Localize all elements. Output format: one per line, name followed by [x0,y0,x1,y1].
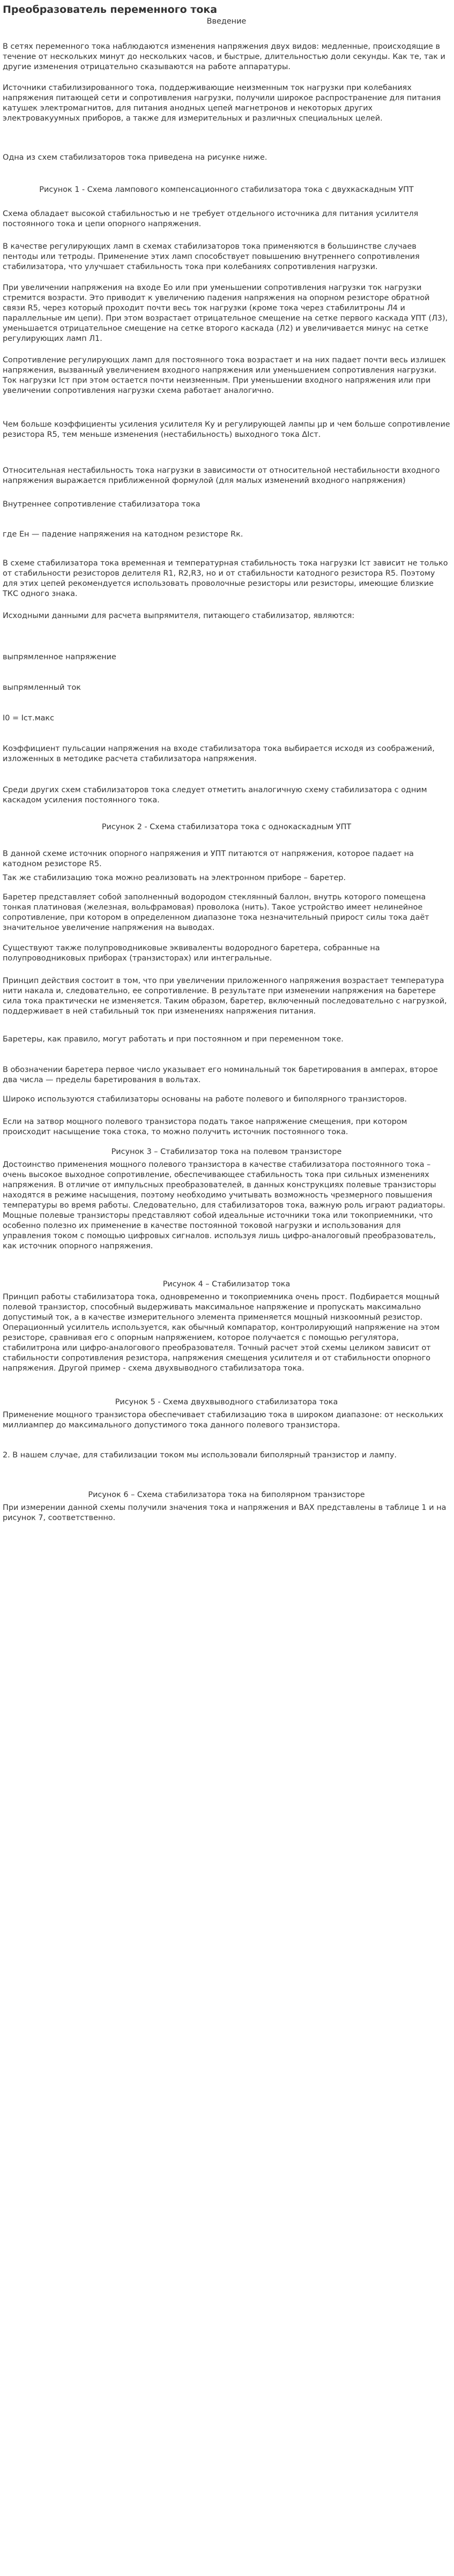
caption: Рисунок 6 – Схема стабилизатора тока на биполярном транзисторе [88,1491,365,1499]
caption: Рисунок 2 - Схема стабилизатора тока с однокаскадным УПТ [101,823,352,831]
paragraph: Достоинство применения мощного полевого транзистора в качестве стабилизатора постоянного тока – очень высокое выходное сопротивление, обеспечивающее стабильность тока при сильных изменениях напряжения. В отличие от импульсных преобразователей, в данных конструкциях полевые транзисторы находятся в режиме насыщения, поэтому необходимо учитывать возможность чрезмерного повышения температуры во время работы. Следовательно, для стабилизаторов тока, важную роль играют радиаторы. Мощные полевые транзисторы представляют собой идеальные источники тока или токоприемники, что особенно полезно их применение в качестве постоянной токовой нагрузки и использования для управления током с помощью цифровых сигналов. используя лишь цифро-аналоговый преобразователь, как источник опорного напряжения. [3,1160,445,1250]
paragraph: Существуют также полупроводниковые эквиваленты водородного баретера, собранные на полупроводниковых приборах (транзисторах) или интегральные. [3,944,380,963]
paragraph: В схеме стабилизатора тока временная и температурная стабильность тока нагрузки Iст зависит не только от стабильности резисторов делителя R1, R2,R3, но и от стабильности катодного резистора R5. Поэтому для этих цепей рекомендуется использовать проволочные резисторы или резисторы, имеющие близкие ТКС одного знака. [3,559,448,598]
paragraph: Принцип работы стабилизатора тока, одновременно и токоприемника очень прост. Подбирается мощный полевой транзистор, способный выдерживать максимальное напряжение и пропускать максимально допустимый ток, а в качестве измерительного элемента применяется мощный низкоомный резистор. Операционный усилитель используется, как обычный компаратор, контролирующий напряжение на этом резисторе, сравнивая его с опорным напряжением, которое получается с помощью регулятора, стабилитрона или цифро-аналогового преобразователя. Точный расчет этой схемы целиком зависит от стабильности сопротивления резистора, напряжения смещения усилителя и от стабильности опорного напряжения. Другой пример - схема двухвыводного стабилизатора тока. [3,1293,440,1373]
paragraph: Применение мощного транзистора обеспечивает стабилизацию тока в широком диапазоне: от нескольких миллиампер до максимального допустимого тока данного полевого транзистора. [3,1411,443,1430]
paragraph: Сопротивление регулирующих ламп для постоянного тока возрастает и на них падает почти весь излишек напряжения, вызванный увеличением входного напряжения или уменьшением сопротивления нагрузки. Ток нагрузки Iст при этом остается почти неизменным. При уменьшении входного напряжения или при увеличении сопротивления нагрузки схема работает аналогично. [3,356,446,395]
paragraph: Если на затвор мощного полевого транзистора подать такое напряжение смещения, при котором происходит насыщение тока стока, то можно получить источник постоянного тока. [3,1118,407,1136]
paragraph: Среди других схем стабилизаторов тока следует отметить аналогичную схему стабилизатора с одним каскадом усиления постоянного тока. [3,786,427,805]
paragraph: В качестве регулирующих ламп в схемах стабилизаторов тока применяются в большинстве случаев пентоды или тетроды. Применение этих ламп способствует повышению внутреннего сопротивления стабилизатора, что улучшает стабильность тока при колебаниях сопротивления нагрузки. [3,242,420,271]
paragraph: Коэффициент пульсации напряжения на входе стабилизатора тока выбирается исходя из соображений, изложенных в методике расчета стабилизатора напряжения. [3,744,435,763]
caption: Рисунок 1 - Схема лампового компенсационного стабилизатора тока с двухкаскадным УПТ [39,185,414,194]
paragraph: При увеличении напряжения на входе Ео или при уменьшении сопротивления нагрузки ток нагрузки стремится возрасти. Это приводит к увеличению падения напряжения на опорном резисторе обратной связи R5, через который проходит почти весь ток нагрузки (кроме тока через стабилитроны Л4 и параллельные им цепи). При этом возрастает отрицательное смещение на сетке первого каскада УПТ (Л3), уменьшается отрицательное смещение на сетке второго каскада (Л2) и увеличивается минус на сетке регулирующих ламп Л1. [3,284,448,343]
page-title: Преобразователь переменного тока [3,4,218,16]
paragraph: Одна из схем стабилизаторов тока приведена на рисунке ниже. [3,153,267,162]
paragraph: 2. В нашем случае, для стабилизации током мы использовали биполярный транзистор и лампу. [3,1451,397,1460]
paragraph: Так же стабилизацию тока можно реализовать на электронном приборе – баретер. [3,874,346,882]
paragraph: Баретеры, как правило, могут работать и при постоянном и при переменном токе. [3,1035,344,1044]
paragraph: Относительная нестабильность тока нагрузки в зависимости от относительной нестабильности входного напряжения выражается приближенной формулой (для малых изменений входного напряжения) [3,466,440,485]
paragraph: В обозначении баретера первое число указывает его номинальный ток баретирования в амперах, второе два числа — пределы баретирования в вольтах. [3,1066,438,1084]
paragraph: В данной схеме источник опорного напряжения и УПТ питаются от напряжения, которое падает на катодном резисторе R5. [3,850,414,868]
paragraph: Внутреннее сопротивление стабилизатора тока [3,500,200,509]
paragraph: Источники стабилизированного тока, поддерживающие неизменным ток нагрузки при колебаниях напряжения питающей сети и сопротивления нагрузки, получили широкое распространение для питания катушек электромагнитов, для питания анодных цепей магнетронов и некоторых других электровакуумных приборов, а также для измерительных и различных специальных целей. [3,84,441,123]
paragraph: где Ен — падение напряжения на катодном резисторе Rк. [3,530,243,539]
paragraph: Схема обладает высокой стабильностью и не требует отдельного источника для питания усилителя постоянного тока и цепи опорного напряжения. [3,210,419,228]
caption: Рисунок 3 – Стабилизатор тока на полевом транзисторе [111,1148,342,1156]
caption: Введение [206,17,247,26]
paragraph: выпрямленный ток [3,683,81,692]
paragraph: Исходными данными для расчета выпрямителя, питающего стабилизатор, являются: [3,612,355,620]
caption: Рисунок 4 – Стабилизатор тока [162,1280,291,1289]
paragraph: Баретер представляет собой заполненный водородом стеклянный баллон, внутрь которого помещена тонкая платиновая (железная, вольфрамовая) проволока (нить). Такое устройство имеет нелинейное сопротивление, при котором в определенном диапазоне тока незначительный прирост силы тока даёт значительное увеличение напряжения на выводах. [3,893,429,932]
paragraph: I0 = Iст.макс [3,714,54,723]
paragraph: При измерении данной схемы получили значения тока и напряжения и ВАХ представлены в таблице 1 и на рисунок 7, соответственно. [3,1503,446,1522]
caption: Рисунок 5 - Схема двухвыводного стабилизатора тока [115,1398,338,1406]
paragraph: выпрямленное напряжение [3,653,116,661]
paragraph: В сетях переменного тока наблюдаются изменения напряжения двух видов: медленные, происходящие в течение от нескольких минут до нескольких часов, и быстрые, длительностью доли секунды. Как те, так и другие изменения отрицательно сказываются на работе аппаратуры. [3,42,445,71]
paragraph: Широко используются стабилизаторы основаны на работе полевого и биполярного транзисторов. [3,1095,407,1104]
paragraph: Принцип действия состоит в том, что при увеличении приложенного напряжения возрастает температура нити накала и, следовательно, ее сопротивление. В результате при изменении напряжения на баретере сила тока практически не изменяется. Таким образом, баретер, включенный последовательно с нагрузкой, поддерживает в ней стабильный ток при изменениях напряжения питания. [3,977,447,1016]
paragraph: Чем больше коэффициенты усиления усилителя Ку и регулирующей лампы μр и чем больше сопротивление резистора R5, тем меньше изменения (нестабильность) выходного тока ΔIст. [3,420,450,439]
